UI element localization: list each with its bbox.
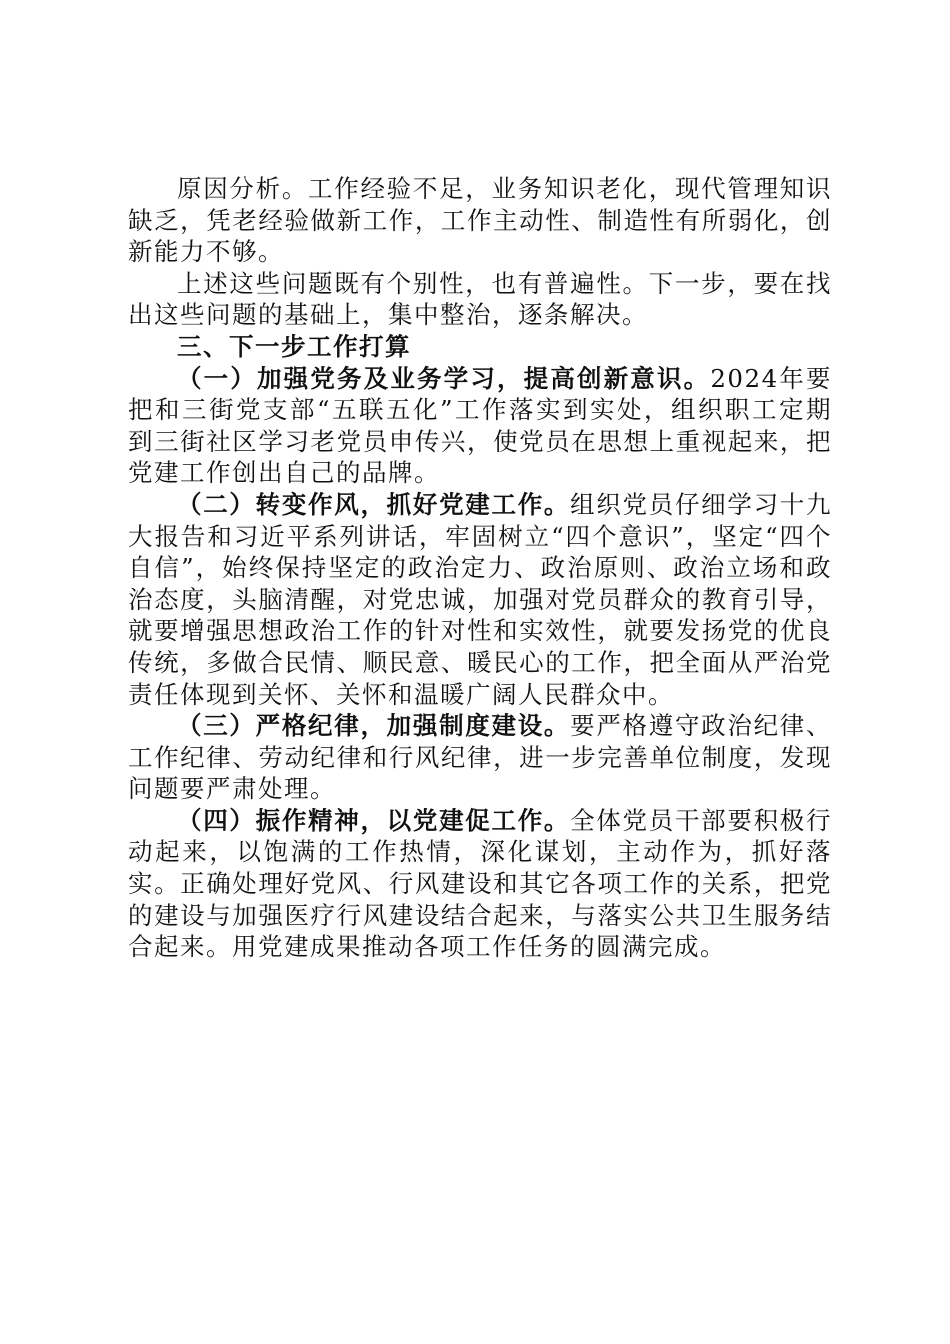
document-body — [128, 173, 832, 963]
plan-item-2 — [128, 489, 832, 710]
paragraph-summary — [128, 268, 832, 331]
paragraph-text: 上述这些问题既有个别性，也有普遍性。下一步，要在找出这些问题的基础上，集中整治，逐条解决。 — [128, 268, 832, 330]
paragraph-text: 原因分析。工作经验不足，业务知识老化，现代管理知识缺乏，凭老经验做新工作，工作主动性、制造性有所弱化，创新能力不够。 — [128, 174, 832, 267]
plan-item-text: 2024年要把和三街党支部“五联五化”工作落实到实处，组织职工定期到三街社区学习老党员申传兴，使党员在思想上重视起来，把党建工作创出自己的品牌。 — [128, 363, 832, 488]
plan-item-text: 全体党员干部要积极行动起来，以饱满的工作热情，深化谋划，主动作为，抓好落实。正确处理好党风、行风建设和其它各项工作的关系，把党的建设与加强医疗行风建设结合起来，与落实公共卫生服务结合起来。用党建成果推动各项工作任务的圆满完成。 — [128, 805, 832, 962]
paragraph-cause-analysis — [128, 173, 832, 268]
plan-item-1 — [128, 363, 832, 489]
plan-item-lead: （一）加强党务及业务学习，提高创新意识。 — [177, 363, 711, 393]
plan-item-3 — [128, 710, 832, 805]
plan-item-lead: （二）转变作风，抓好党建工作。 — [177, 489, 571, 519]
plan-item-lead: （四）振作精神，以党建促工作。 — [177, 805, 571, 835]
plan-item-text: 要严格遵守政治纪律、工作纪律、劳动纪律和行风纪律，进一步完善单位制度，发现问题要严肃处理。 — [128, 711, 832, 804]
plan-item-text: 组织党员仔细学习十九大报告和习近平系列讲话，牢固树立“四个意识”，坚定“四个自信”，始终保持坚定的政治定力、政治原则、政治立场和政治态度，头脑清醒，对党忠诚，加强对党员群众的教育引导，就要增强思想政治工作的针对性和实效性，就要发扬党的优良传统，多做合民情、顺民意、暖民心的工作，把全面从严治党责任体现到关怀、关怀和温暖广阔人民群众中。 — [128, 489, 832, 709]
section-heading: 三、下一步工作打算 — [177, 331, 411, 361]
plan-item-lead: （三）严格纪律，加强制度建设。 — [177, 711, 571, 741]
plan-item-4 — [128, 805, 832, 963]
